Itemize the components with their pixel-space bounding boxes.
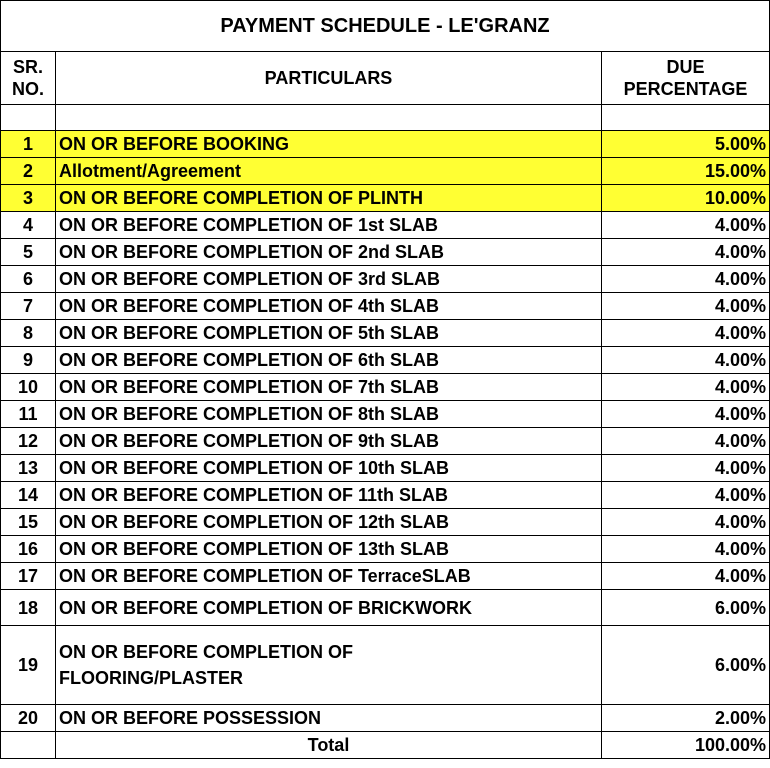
- sr-cell: 1: [1, 131, 56, 158]
- header-particulars: PARTICULARS: [56, 52, 602, 105]
- sr-cell: 2: [1, 158, 56, 185]
- sr-cell: 18: [1, 590, 56, 626]
- table-row: [1, 131, 770, 158]
- percentage-cell: 4.00%: [602, 212, 770, 239]
- table-title: PAYMENT SCHEDULE - LE'GRANZ: [1, 1, 770, 52]
- sr-cell: 19: [1, 626, 56, 705]
- particular-cell: ON OR BEFORE BOOKING: [56, 131, 602, 158]
- percentage-cell: 4.00%: [602, 482, 770, 509]
- total-blank-cell: [1, 732, 56, 759]
- percentage-cell: 4.00%: [602, 320, 770, 347]
- sr-cell: 5: [1, 239, 56, 266]
- particular-cell: ON OR BEFORE POSSESSION: [56, 705, 602, 732]
- table-row: [1, 266, 770, 293]
- table-row: [1, 293, 770, 320]
- sr-cell: 11: [1, 401, 56, 428]
- sr-cell: 16: [1, 536, 56, 563]
- percentage-cell: 4.00%: [602, 536, 770, 563]
- sr-cell: 15: [1, 509, 56, 536]
- table-row: [1, 185, 770, 212]
- sr-cell: 14: [1, 482, 56, 509]
- percentage-cell: 4.00%: [602, 509, 770, 536]
- table-row: [1, 482, 770, 509]
- percentage-cell: 4.00%: [602, 266, 770, 293]
- particular-cell: ON OR BEFORE COMPLETION OF 11th SLAB: [56, 482, 602, 509]
- percentage-cell: 4.00%: [602, 563, 770, 590]
- particular-cell: ON OR BEFORE COMPLETION OF PLINTH: [56, 185, 602, 212]
- header-due-percentage: DUE PERCENTAGE: [602, 52, 770, 105]
- sr-cell: 6: [1, 266, 56, 293]
- sr-cell: 13: [1, 455, 56, 482]
- table-row: [1, 374, 770, 401]
- percentage-cell: 15.00%: [602, 158, 770, 185]
- table-row: [1, 590, 770, 626]
- particular-cell: ON OR BEFORE COMPLETION OF TerraceSLAB: [56, 563, 602, 590]
- sr-cell: 3: [1, 185, 56, 212]
- table-row: [1, 347, 770, 374]
- particular-cell: ON OR BEFORE COMPLETION OF 1st SLAB: [56, 212, 602, 239]
- header-sr: SR. NO.: [1, 52, 56, 105]
- header-row: [1, 52, 770, 105]
- particular-cell: ON OR BEFORE COMPLETION OF 6th SLAB: [56, 347, 602, 374]
- particular-cell: ON OR BEFORE COMPLETION OF 3rd SLAB: [56, 266, 602, 293]
- spacer-cell: [1, 105, 56, 131]
- table-row: [1, 563, 770, 590]
- particular-cell: ON OR BEFORE COMPLETION OF 7th SLAB: [56, 374, 602, 401]
- sr-cell: 4: [1, 212, 56, 239]
- table-row: [1, 320, 770, 347]
- sr-cell: 12: [1, 428, 56, 455]
- particular-cell: ON OR BEFORE COMPLETION OF 4th SLAB: [56, 293, 602, 320]
- spacer-cell: [602, 105, 770, 131]
- particular-cell: Allotment/Agreement: [56, 158, 602, 185]
- percentage-cell: 6.00%: [602, 590, 770, 626]
- percentage-cell: 2.00%: [602, 705, 770, 732]
- particular-cell: ON OR BEFORE COMPLETION OF 9th SLAB: [56, 428, 602, 455]
- percentage-cell: 4.00%: [602, 347, 770, 374]
- table-row: [1, 212, 770, 239]
- sr-cell: 17: [1, 563, 56, 590]
- spacer-row: [1, 105, 770, 131]
- particular-cell: ON OR BEFORE COMPLETION OF 8th SLAB: [56, 401, 602, 428]
- particular-cell: ON OR BEFORE COMPLETION OF 5th SLAB: [56, 320, 602, 347]
- table-row: [1, 705, 770, 732]
- percentage-cell: 4.00%: [602, 293, 770, 320]
- percentage-cell: 4.00%: [602, 401, 770, 428]
- percentage-cell: 4.00%: [602, 239, 770, 266]
- particular-cell: ON OR BEFORE COMPLETION OF BRICKWORK: [56, 590, 602, 626]
- total-label: Total: [56, 732, 602, 759]
- sr-cell: 8: [1, 320, 56, 347]
- sr-cell: 7: [1, 293, 56, 320]
- particular-cell: ON OR BEFORE COMPLETION OF 10th SLAB: [56, 455, 602, 482]
- particular-cell: ON OR BEFORE COMPLETION OF 12th SLAB: [56, 509, 602, 536]
- percentage-cell: 4.00%: [602, 374, 770, 401]
- percentage-cell: 4.00%: [602, 455, 770, 482]
- table-row: [1, 536, 770, 563]
- sr-cell: 9: [1, 347, 56, 374]
- title-row: [1, 1, 770, 52]
- table-row: [1, 401, 770, 428]
- spacer-cell: [56, 105, 602, 131]
- table-row: [1, 509, 770, 536]
- sr-cell: 10: [1, 374, 56, 401]
- particular-cell: ON OR BEFORE COMPLETION OF 13th SLAB: [56, 536, 602, 563]
- total-row: [1, 732, 770, 759]
- percentage-cell: 10.00%: [602, 185, 770, 212]
- sr-cell: 20: [1, 705, 56, 732]
- table-row: [1, 626, 770, 705]
- table-row: [1, 455, 770, 482]
- particular-cell: ON OR BEFORE COMPLETION OF 2nd SLAB: [56, 239, 602, 266]
- table-row: [1, 239, 770, 266]
- percentage-cell: 6.00%: [602, 626, 770, 705]
- total-percentage: 100.00%: [602, 732, 770, 759]
- percentage-cell: 5.00%: [602, 131, 770, 158]
- table-row: [1, 428, 770, 455]
- percentage-cell: 4.00%: [602, 428, 770, 455]
- table-row: [1, 158, 770, 185]
- particular-cell-wrapped: ON OR BEFORE COMPLETION OF FLOORING/PLASTER: [56, 626, 602, 705]
